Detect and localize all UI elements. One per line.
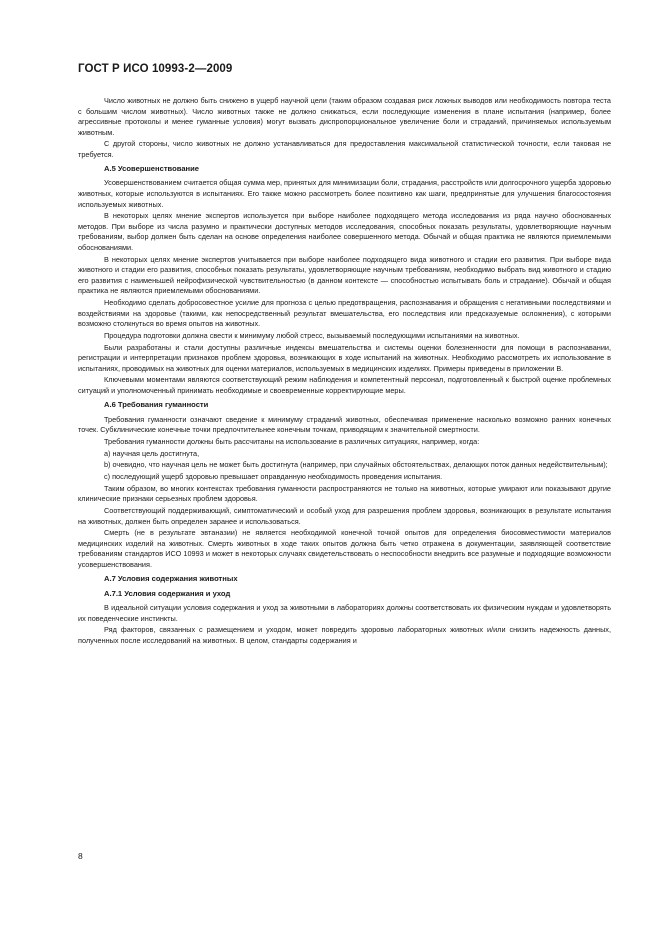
- body-paragraph: В идеальной ситуации условия содержания и уход за животными в лабораториях должны соответствовать их физическим нуждам и удовлетворять их поведенческие инстинкты.: [78, 603, 611, 623]
- body-paragraph: Ключевыми моментами являются соответствующий режим наблюдения и компетентный персонал, подготовленный к быстрой оценке проблемных ситуаций и уполномоченный принимать необходимые и своевременные корректирующие меры.: [78, 375, 611, 395]
- body-paragraph: С другой стороны, число животных не должно устанавливаться для предоставления максимальной статистической точности, если таковая не требуется.: [78, 139, 611, 159]
- body-paragraph: В некоторых целях мнение экспертов используется при выборе наиболее подходящего метода исследования из ряда научно обоснованных методов. При выборе из числа разумно и практически доступных методов исследования, способных показать результаты, удовлетворяющие научным требованиям, выбор должен быть сделан на основе определения наиболее совершенного метода. Обычай и общая практика не являются приемлемыми обоснованиями.: [78, 211, 611, 252]
- body-paragraph: Необходимо сделать добросовестное усилие для прогноза с целью предотвращения, распознавания и обращения с негативными последствиями и воздействиями на здоровье (такими, как непосредственный результат вмешательства, его последствия или предсказуемые осложнения), с которыми возможно столкнуться во время опытов на животных.: [78, 298, 611, 329]
- section-heading-a5: А.5 Усовершенствование: [104, 163, 200, 173]
- body-paragraph: Были разработаны и стали доступны различные индексы вмешательства и системы оценки болезненности для помощи в распознавании, регистрации и интерпретации признаков проблем здоровья, возникающих в ходе испытаний на животных. Необходимо рассмотреть их использование в испытаниях, проводимых на животных для оценки материалов, используемых в медицинских изделиях. Примеры приведены в приложении В.: [78, 342, 611, 373]
- subsection-heading-a7-1: А.7.1 Условия содержания и уход: [104, 588, 231, 598]
- page-number: 8: [78, 851, 83, 861]
- body-paragraph: Усовершенствованием считается общая сумма мер, принятых для минимизации боли, страдания, расстройств или долгосрочного ущерба здоровью животных, которые используются в испытаниях. Его также можно рассмотреть более позитивно как шаги, предпринятые для улучшения благосостояния используемых животных.: [78, 178, 611, 209]
- body-paragraph: Требования гуманности должны быть рассчитаны на использование в различных ситуациях, например, когда:: [104, 436, 480, 446]
- section-heading-a7: А.7 Условия содержания животных: [104, 574, 238, 583]
- body-paragraph: В некоторых целях мнение экспертов учитывается при выборе наиболее подходящего вида животного и стадии его развития. При выборе вида животного и стадии его развития, способных показать результаты, удовлетворяющие научным требованиям, необходимо выбрать вид животного и стадию его развития с наименьшей нейрофизической чувствительностью (в данном контексте — способностью испытывать боль и страдание). Обычай и общая практика не являются приемлемыми обоснованиями.: [78, 254, 611, 296]
- page-header: ГОСТ Р ИСО 10993-2—2009: [78, 63, 233, 75]
- body-paragraph: Смерть (не в результате эвтаназии) не является необходимой конечной точкой опытов для определения биосовместимости материалов медицинских изделий на животных. Смерть животных в ходе таких опытов должна быть четко отражена в документации, заявляющей соответствие требованиям стандартов ИСО 10993 и может в некоторых случаях свидетельствовать о неспособности внедрить все разумные и подходящие возможности усовершенствования.: [78, 528, 611, 569]
- body-paragraph: Ряд факторов, связанных с размещением и уходом, может повредить здоровью лабораторных животных и/или снизить надежность данных, полученных после исследований на животных. В целом, стандарты содержания и: [78, 625, 611, 645]
- body-paragraph: Таким образом, во многих контекстах требования гуманности распространяются не только на животных, которые умирают или показывают другие клинические признаки серьезных проблем здоровья.: [78, 483, 611, 504]
- section-heading-a6: А.6 Требования гуманности: [104, 400, 209, 410]
- body-paragraph: Соответствующий поддерживающий, симптоматический и особый уход для разрешения проблем здоровья, возникающих в результате испытания на животных, должен быть определен заранее и использоваться.: [78, 506, 611, 526]
- document-body: [78, 96, 611, 648]
- list-item: c) последующий ущерб здоровью превышает оправданную необходимость проведения испытания.: [104, 472, 443, 482]
- body-paragraph: Требования гуманности означают сведение к минимуму страданий животных, обеспечивая применение насколько возможно ранних конечных точек. Субклинические конечные точки предпочтительнее конечным точкам, приводящим к значительной смертности.: [78, 414, 611, 435]
- body-paragraph: Число животных не должно быть снижено в ущерб научной цели (таким образом создавая риск ложных выводов или необходимость повтора теста с большим числом животных). Число животных также не должно снижаться, если последующие изменения в плане испытания (например, более агрессивные протоколы и менее гуманные условия) могут вызвать диспропорциональное увеличение боли и страданий, причиняемых используемым животным.: [78, 96, 611, 137]
- list-item: b) очевидно, что научная цель не может быть достигнута (например, при случайных обстоятельствах, делающих поток данных недействительным);: [104, 460, 608, 470]
- body-paragraph: Процедура подготовки должна свести к минимуму любой стресс, вызываемый последующими испытаниями на животных.: [104, 330, 520, 340]
- list-item: а) научная цель достигнута,: [104, 448, 200, 458]
